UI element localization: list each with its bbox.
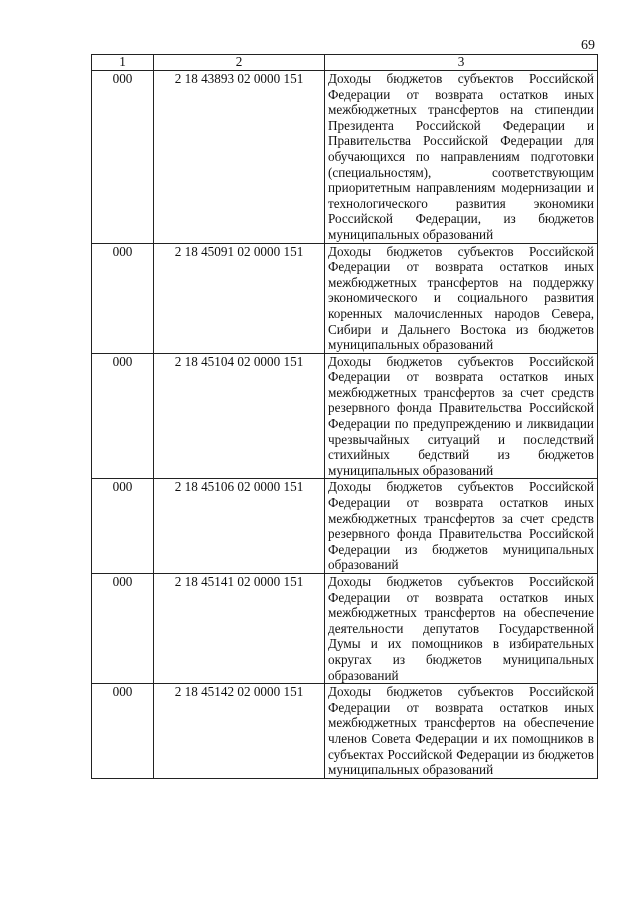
admin-code-cell: 000 xyxy=(92,353,154,479)
income-name-cell: Доходы бюджетов субъектов Российской Федерации от возврата остатков иных межбюджетных трансфертов на обеспечение членов Совета Федерации и их помощников в субъектах Российской Федерации из бюджетов муниципальных образований xyxy=(325,684,598,779)
column-header-name: 3 xyxy=(325,55,598,71)
income-name-cell: Доходы бюджетов субъектов Российской Федерации от возврата остатков иных межбюджетных трансфертов за счет средств резервного фонда Правительства Российской Федерации из бюджетов муниципальных образований xyxy=(325,479,598,574)
budget-code-cell: 2 18 45142 02 0000 151 xyxy=(154,684,325,779)
income-name-cell: Доходы бюджетов субъектов Российской Федерации от возврата остатков иных межбюджетных трансфертов на поддержку экономического и социального развития коренных малочисленных народов Севера, Сибири и Дальнего Востока из бюджетов муниципальных образований xyxy=(325,243,598,353)
table-row xyxy=(92,243,598,353)
table-row xyxy=(92,684,598,779)
income-name-cell: Доходы бюджетов субъектов Российской Федерации от возврата остатков иных межбюджетных трансфертов за счет средств резервного фонда Правительства Российской Федерации по предупреждению и ликвидации чрезвычайных ситуаций и последствий стихийных бедствий из бюджетов муниципальных образований xyxy=(325,353,598,479)
column-header-code: 2 xyxy=(154,55,325,71)
table-row xyxy=(92,574,598,684)
page-number: 69 xyxy=(581,38,595,53)
admin-code-cell: 000 xyxy=(92,574,154,684)
table-row xyxy=(92,353,598,479)
income-name-cell: Доходы бюджетов субъектов Российской Федерации от возврата остатков иных межбюджетных трансфертов на стипендии Президента Российской Федерации и Правительства Российской Федерации для обучающихся по направлениям подготовки (специальностям), соответствующим приоритетным направлениям модернизации и технологического развития экономики Российской Федерации, из бюджетов муниципальных образований xyxy=(325,71,598,244)
admin-code-cell: 000 xyxy=(92,243,154,353)
table-row xyxy=(92,71,598,244)
budget-code-cell: 2 18 45104 02 0000 151 xyxy=(154,353,325,479)
budget-code-cell: 2 18 45091 02 0000 151 xyxy=(154,243,325,353)
budget-code-cell: 2 18 45106 02 0000 151 xyxy=(154,479,325,574)
admin-code-cell: 000 xyxy=(92,684,154,779)
budget-codes-table xyxy=(91,54,598,779)
budget-code-cell: 2 18 43893 02 0000 151 xyxy=(154,71,325,244)
column-header-admin: 1 xyxy=(92,55,154,71)
budget-code-cell: 2 18 45141 02 0000 151 xyxy=(154,574,325,684)
table-row xyxy=(92,479,598,574)
admin-code-cell: 000 xyxy=(92,71,154,244)
table-header-row xyxy=(92,55,598,71)
income-name-cell: Доходы бюджетов субъектов Российской Федерации от возврата остатков иных межбюджетных трансфертов на обеспечение деятельности депутатов Государственной Думы и их помощников в избирательных округах из бюджетов муниципальных образований xyxy=(325,574,598,684)
admin-code-cell: 000 xyxy=(92,479,154,574)
